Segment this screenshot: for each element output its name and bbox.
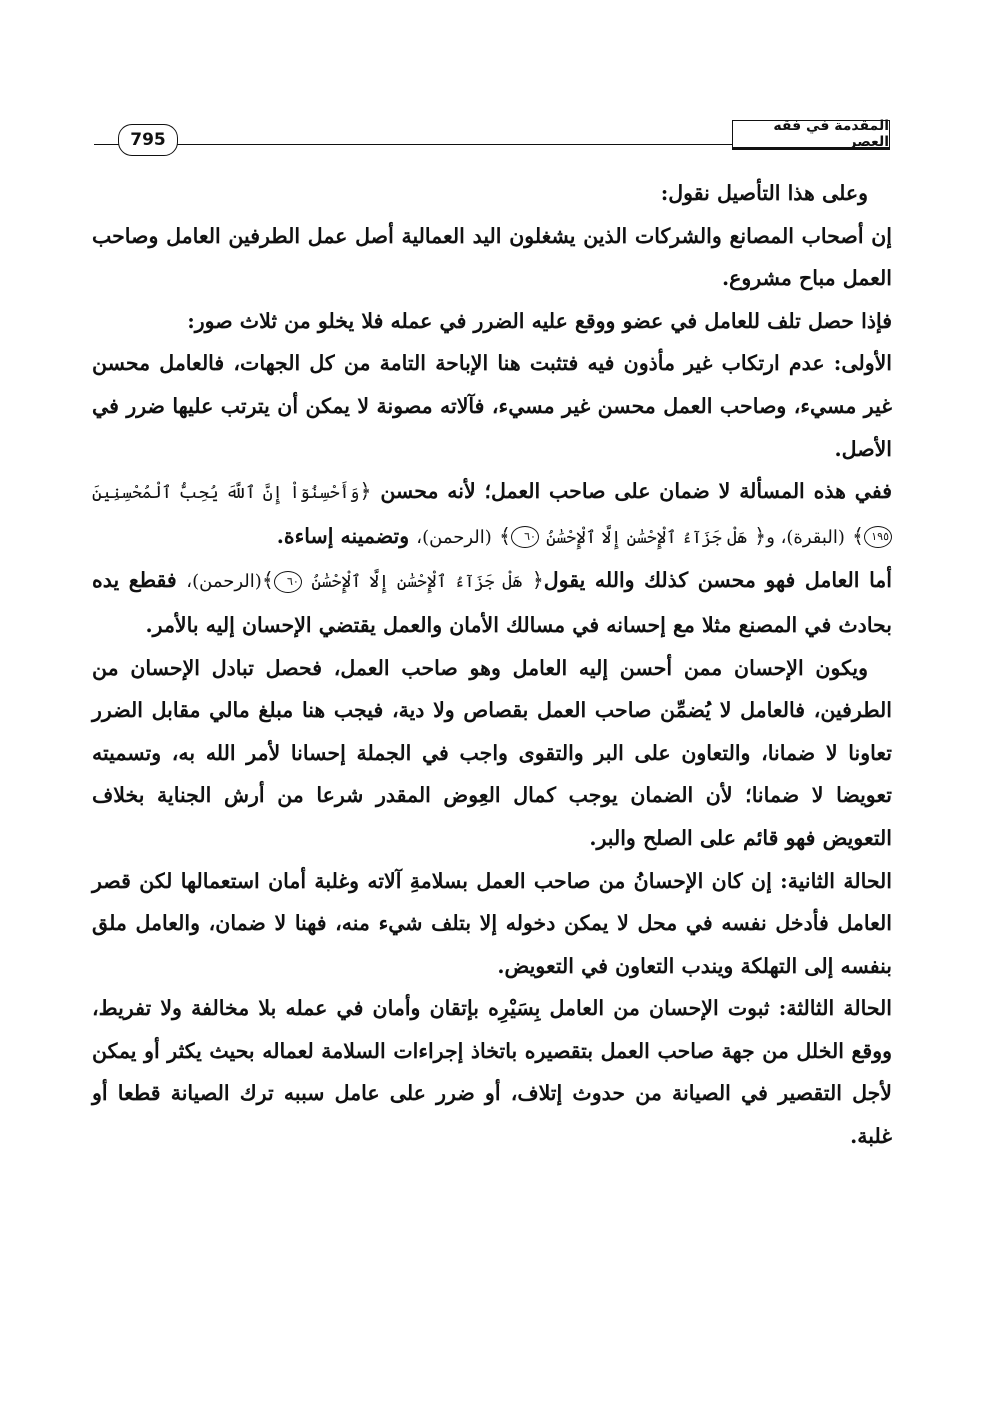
paragraph-6 <box>92 559 892 646</box>
page-body <box>92 172 892 1158</box>
quran-bracket-close-icon: ﴾ <box>851 523 864 548</box>
page-number: 795 <box>118 124 178 156</box>
paragraph-2: إن أصحاب المصانع والشركات الذين يشغلون اليد العمالية أصل عمل الطرفين العامل وصاحب العمل مباح مشروع. <box>92 223 892 291</box>
page-header <box>94 120 890 154</box>
p6-lead: أما العامل فهو محسن كذلك والله يقول <box>543 568 892 593</box>
surah-ref-1: (البقرة)، و <box>766 526 845 548</box>
paragraph-3: فإذا حصل تلف للعامل في عضو ووقع عليه الضرر في عمله فلا يخلو من ثلاث صور: <box>187 308 892 333</box>
quran-bracket-open-icon: ﴿ <box>531 568 544 593</box>
quran-bracket-open-icon: ﴿ <box>754 523 767 548</box>
book-title: المقدمة في فقه العصر <box>732 120 890 150</box>
verse-number-1: ١٩٥ <box>864 526 892 548</box>
surah-ref-2: (الرحمن)، <box>416 526 492 548</box>
paragraph-8: الحالة الثانية: إن كان الإحسانُ من صاحب العمل بسلامةِ آلاته وغلبة أمان استعمالها لكن قصر العامل فأدخل نفسه في محل لا يمكن دخوله إلا بتلف شيء منه، فهنا لا ضمان، والعامل ملق بنفسه إلى التهلكة ويندب التعاون في التعويض. <box>92 868 892 978</box>
quran-verse-2: هَلْ جَزَآءُ ٱلْإِحْسَٰنِ إِلَّا ٱلْإِحْسَٰنُ <box>546 527 748 548</box>
p5-tail: وتضمينه إساءة. <box>276 523 410 548</box>
p6-tail: فقطع يده بحادث في المصنع مثلا مع إحسانه في مسالك الأمان والعمل يقتضي الإحسان إليه بالأمر. <box>92 568 892 637</box>
verse-number-2: ٦٠ <box>511 526 539 548</box>
quran-bracket-close-icon: ﴾ <box>498 523 511 548</box>
quran-verse-3: هَلْ جَزَآءُ ٱلْإِحْسَٰنِ إِلَّا ٱلْإِحْسَٰنُ <box>311 572 523 593</box>
paragraph-9: الحالة الثالثة: ثبوت الإحسان من العامل بِسَيْرِه بإتقان وأمان في عمله بلا مخالفة ولا تفريط، ووقع الخلل من جهة صاحب العمل بتقصيره باتخاذ إجراءات السلامة لعماله بحيث يكثر أو يمكن لأجل التقصير في الصيانة من حدوث إتلاف، أو ضرر على عامل سببه ترك الصيانة قطعا أو غلبة. <box>92 996 892 1149</box>
paragraph-4: الأولى: عدم ارتكاب غير مأذون فيه فتثبت هنا الإباحة التامة من كل الجهات، فالعامل محسن غير مسيء، وصاحب العمل محسن غير مسيء، فآلاته مصونة لا يمكن أن يترتب عليها ضرر في الأصل. <box>92 351 892 461</box>
paragraph-7: ويكون الإحسان ممن أحسن إليه العامل وهو صاحب العمل، فحصل تبادل الإحسان من الطرفين، فالعامل لا يُضمِّن صاحب العمل بقصاص ولا دية، فيجب هنا مبلغ مالي مقابل الضرر تعاونا لا ضمانا، والتعاون على البر والتقوى واجب في الجملة إحسانا لأمر الله به، وتسميته تعويضا لا ضمانا؛ لأن الضمان يوجب كمال العِوض المقدر شرعا من أرش الجناية بخلاف التعويض فهو قائم على الصلح والبر. <box>92 655 892 850</box>
paragraph-1: وعلى هذا التأصيل نقول: <box>660 181 868 205</box>
paragraph-5 <box>92 470 892 559</box>
verse-number-3: ٦٠ <box>274 571 302 593</box>
p5-lead: ففي هذه المسألة لا ضمان على صاحب العمل؛ لأنه محسن <box>380 479 892 504</box>
surah-ref-3: (الرحمن)، <box>186 571 262 593</box>
quran-bracket-close-icon: ﴾ <box>261 568 274 593</box>
quran-verse-1: وَأَحْسِنُوٓاْ إِنَّ ٱللَّهَ يُحِبُّ ٱلْمُحْسِنِينَ <box>92 483 360 504</box>
quran-bracket-open-icon: ﴿ <box>359 479 372 504</box>
